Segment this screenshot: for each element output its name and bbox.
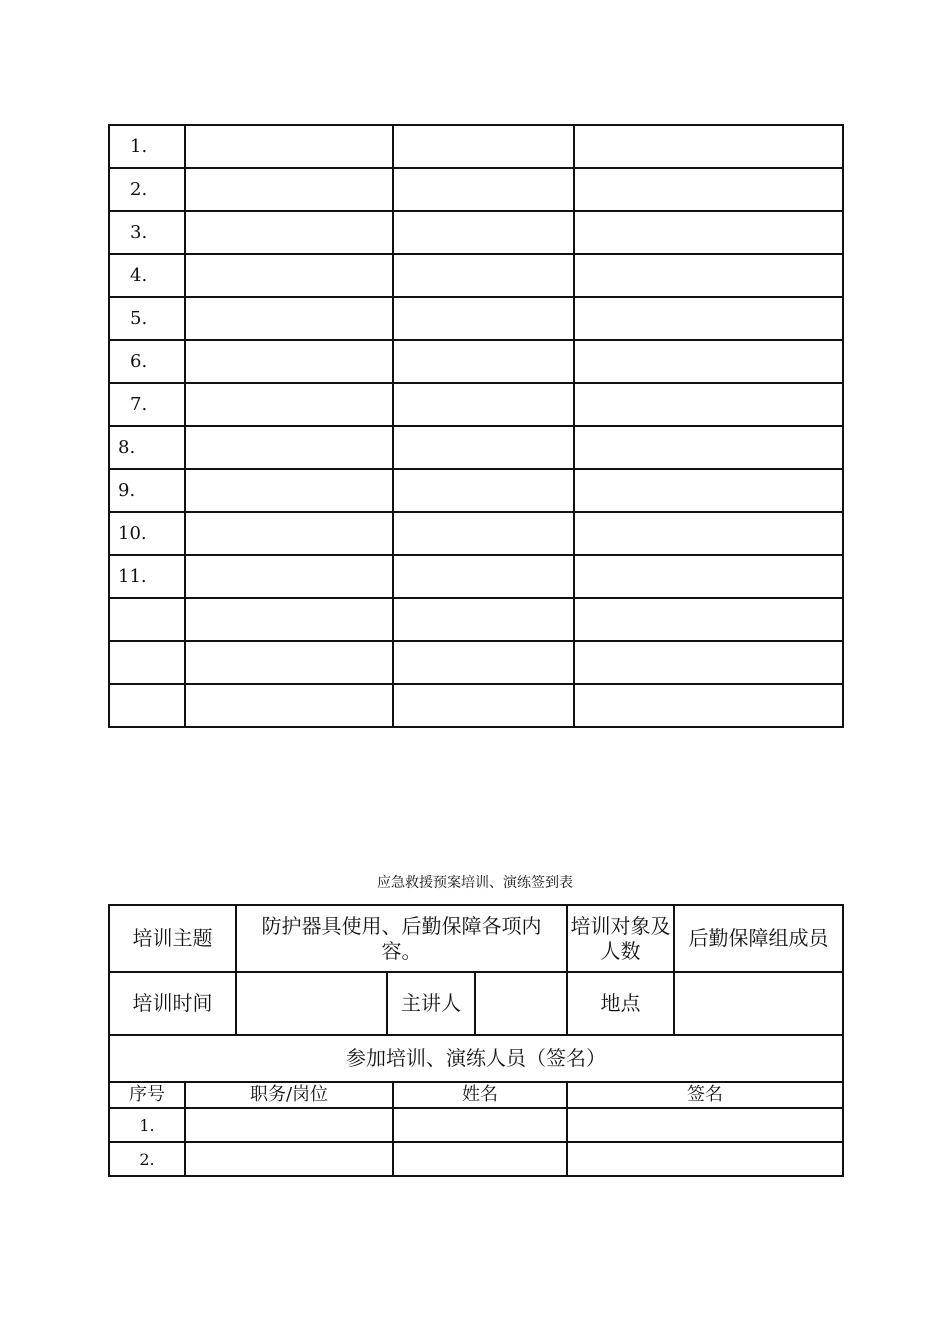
- lecturer-value[interactable]: [475, 972, 567, 1035]
- position-cell[interactable]: [185, 469, 393, 512]
- table-row: [109, 684, 843, 727]
- position-cell[interactable]: [185, 684, 393, 727]
- position-cell[interactable]: [185, 1142, 393, 1176]
- table-row: [109, 211, 843, 254]
- signature-cell[interactable]: [574, 254, 843, 297]
- time-label: 培训时间: [109, 972, 236, 1035]
- signature-cell[interactable]: [574, 168, 843, 211]
- signature-cell[interactable]: [574, 297, 843, 340]
- name-cell[interactable]: [393, 598, 574, 641]
- signature-cell[interactable]: [574, 211, 843, 254]
- row-number: 9.: [109, 469, 185, 512]
- name-cell[interactable]: [393, 641, 574, 684]
- row-number: 2.: [109, 168, 185, 211]
- position-cell[interactable]: [185, 125, 393, 168]
- column-header-number: 序号: [109, 1082, 185, 1108]
- row-number: [109, 684, 185, 727]
- table-row: [109, 641, 843, 684]
- name-cell[interactable]: [393, 297, 574, 340]
- row-number: 8.: [109, 426, 185, 469]
- table-row: [109, 383, 843, 426]
- position-cell[interactable]: [185, 168, 393, 211]
- location-value[interactable]: [674, 972, 843, 1035]
- table-row: [109, 469, 843, 512]
- position-cell[interactable]: [185, 426, 393, 469]
- top-roster-table: [108, 124, 844, 728]
- signature-cell[interactable]: [574, 684, 843, 727]
- name-cell[interactable]: [393, 1142, 567, 1176]
- position-cell[interactable]: [185, 254, 393, 297]
- table-row: [109, 598, 843, 641]
- signature-cell[interactable]: [574, 340, 843, 383]
- name-cell[interactable]: [393, 383, 574, 426]
- form-heading: 应急救援预案培训、演练签到表: [377, 875, 573, 891]
- table-row: [109, 297, 843, 340]
- name-cell[interactable]: [393, 168, 574, 211]
- row-number: [109, 598, 185, 641]
- name-cell[interactable]: [393, 211, 574, 254]
- row-number: 1.: [109, 1108, 185, 1142]
- topic-value[interactable]: 防护器具使用、后勤保障各项内容。: [236, 905, 567, 972]
- signature-cell[interactable]: [574, 598, 843, 641]
- column-header-signature: 签名: [567, 1082, 843, 1108]
- signature-cell[interactable]: [574, 555, 843, 598]
- row-number: 4.: [109, 254, 185, 297]
- name-cell[interactable]: [393, 1108, 567, 1142]
- table-row: [109, 426, 843, 469]
- position-cell[interactable]: [185, 512, 393, 555]
- table-row: [109, 1142, 843, 1176]
- name-cell[interactable]: [393, 512, 574, 555]
- signature-cell[interactable]: [574, 512, 843, 555]
- audience-label: 培训对象及人数: [567, 905, 674, 972]
- column-header-position: 职务/岗位: [185, 1082, 393, 1108]
- lecturer-label: 主讲人: [387, 972, 475, 1035]
- signature-cell[interactable]: [574, 125, 843, 168]
- name-cell[interactable]: [393, 684, 574, 727]
- table-row: [109, 168, 843, 211]
- name-cell[interactable]: [393, 254, 574, 297]
- row-number: 10.: [109, 512, 185, 555]
- signature-cell[interactable]: [574, 426, 843, 469]
- row-number: 3.: [109, 211, 185, 254]
- location-label: 地点: [567, 972, 674, 1035]
- audience-value[interactable]: 后勤保障组成员: [674, 905, 843, 972]
- signature-cell[interactable]: [567, 1108, 843, 1142]
- name-cell[interactable]: [393, 340, 574, 383]
- participants-title: 参加培训、演练人员（签名）: [109, 1035, 843, 1082]
- column-header-name: 姓名: [393, 1082, 567, 1108]
- sign-in-table: [108, 904, 844, 1177]
- name-cell[interactable]: [393, 125, 574, 168]
- position-cell[interactable]: [185, 297, 393, 340]
- position-cell[interactable]: [185, 1108, 393, 1142]
- position-cell[interactable]: [185, 383, 393, 426]
- signature-cell[interactable]: [574, 469, 843, 512]
- position-cell[interactable]: [185, 598, 393, 641]
- position-cell[interactable]: [185, 555, 393, 598]
- topic-label: 培训主题: [109, 905, 236, 972]
- name-cell[interactable]: [393, 426, 574, 469]
- name-cell[interactable]: [393, 555, 574, 598]
- name-cell[interactable]: [393, 469, 574, 512]
- table-row: [109, 340, 843, 383]
- position-cell[interactable]: [185, 340, 393, 383]
- row-number: 5.: [109, 297, 185, 340]
- signature-cell[interactable]: [574, 383, 843, 426]
- row-number: 2.: [109, 1142, 185, 1176]
- table-row: [109, 1108, 843, 1142]
- row-number: 7.: [109, 383, 185, 426]
- table-row: [109, 125, 843, 168]
- position-cell[interactable]: [185, 641, 393, 684]
- table-row: [109, 254, 843, 297]
- table-row: [109, 555, 843, 598]
- row-number: 1.: [109, 125, 185, 168]
- row-number: [109, 641, 185, 684]
- signature-cell[interactable]: [574, 641, 843, 684]
- time-value[interactable]: [236, 972, 387, 1035]
- position-cell[interactable]: [185, 211, 393, 254]
- row-number: 11.: [109, 555, 185, 598]
- table-row: [109, 512, 843, 555]
- signature-cell[interactable]: [567, 1142, 843, 1176]
- row-number: 6.: [109, 340, 185, 383]
